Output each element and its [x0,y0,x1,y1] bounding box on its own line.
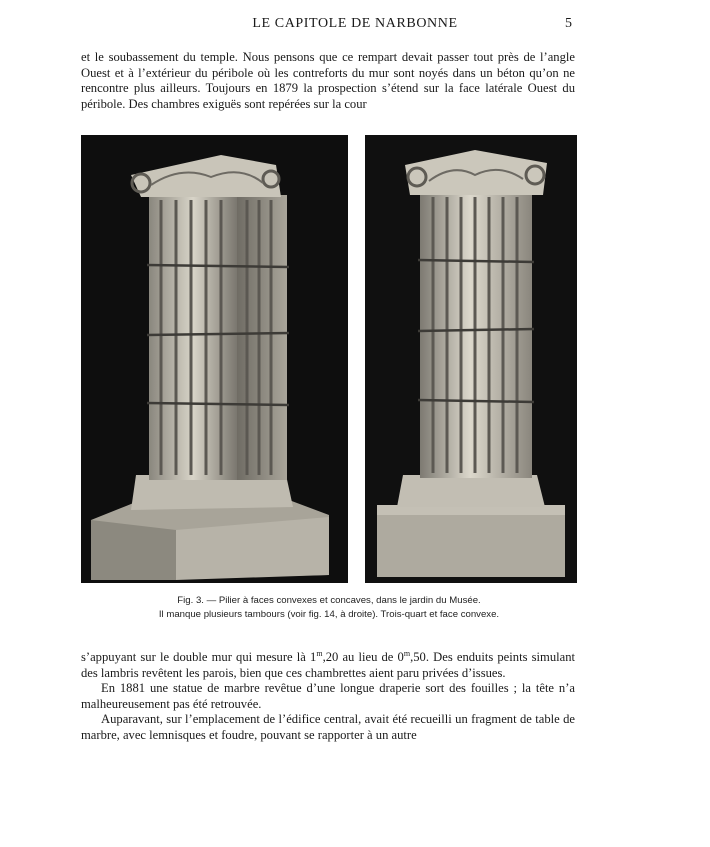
body-text [81,650,575,744]
superscript-m-2: m [403,648,411,658]
paragraph-1-part-3: ,50. Des enduits peints simulant des lambris revêtent les parois, bien que ces chambrettes aient paru privées d’issues. [81,650,575,680]
page-header [0,16,710,36]
caption-line-2: Il manque plusieurs tambours (voir fig. 14, à droite). Trois-quart et face convexe. [158,608,500,620]
paragraph-3: Auparavant, sur l’emplacement de l’édifice central, avait été recueilli un fragment de table de marbre, avec lemnisques et foudre, pouvant se rapporter à un autre [81,712,575,742]
figure-caption [81,594,577,621]
photo-pillar-three-quarter [81,135,348,583]
running-title: LE CAPITOLE DE NARBONNE [252,16,458,31]
paragraph-2: En 1881 une statue de marbre revêtue d’une longue draperie sort des fouilles ; la tête n’a malheureusement pas été retrouvée. [81,681,575,711]
paragraph-1-part-1: s’appuyant sur le double mur qui mesure là 1 [81,650,317,664]
top-paragraph: et le soubassement du temple. Nous pensons que ce rempart devait passer tout près de l’angle Ouest et à l’extérieur du péribole où les contreforts du mur sont noyés dans un béton qu’on ne rencontre plus ailleurs. Toujours en 1879 la prospection s’étend sur la face latérale Ouest du péribole. Des chambres exiguës sont repérées sur la cour [81,50,575,111]
paragraph-1 [81,650,575,681]
caption-line-1: Fig. 3. — Pilier à faces convexes et concaves, dans le jardin du Musée. [177,595,481,606]
page-number: 5 [565,16,572,31]
paragraph-1-part-2: ,20 au lieu de 0 [322,650,404,664]
figure-3 [81,135,577,583]
superscript-m-1: m [316,648,323,658]
photo-pillar-convex-face [365,135,577,583]
